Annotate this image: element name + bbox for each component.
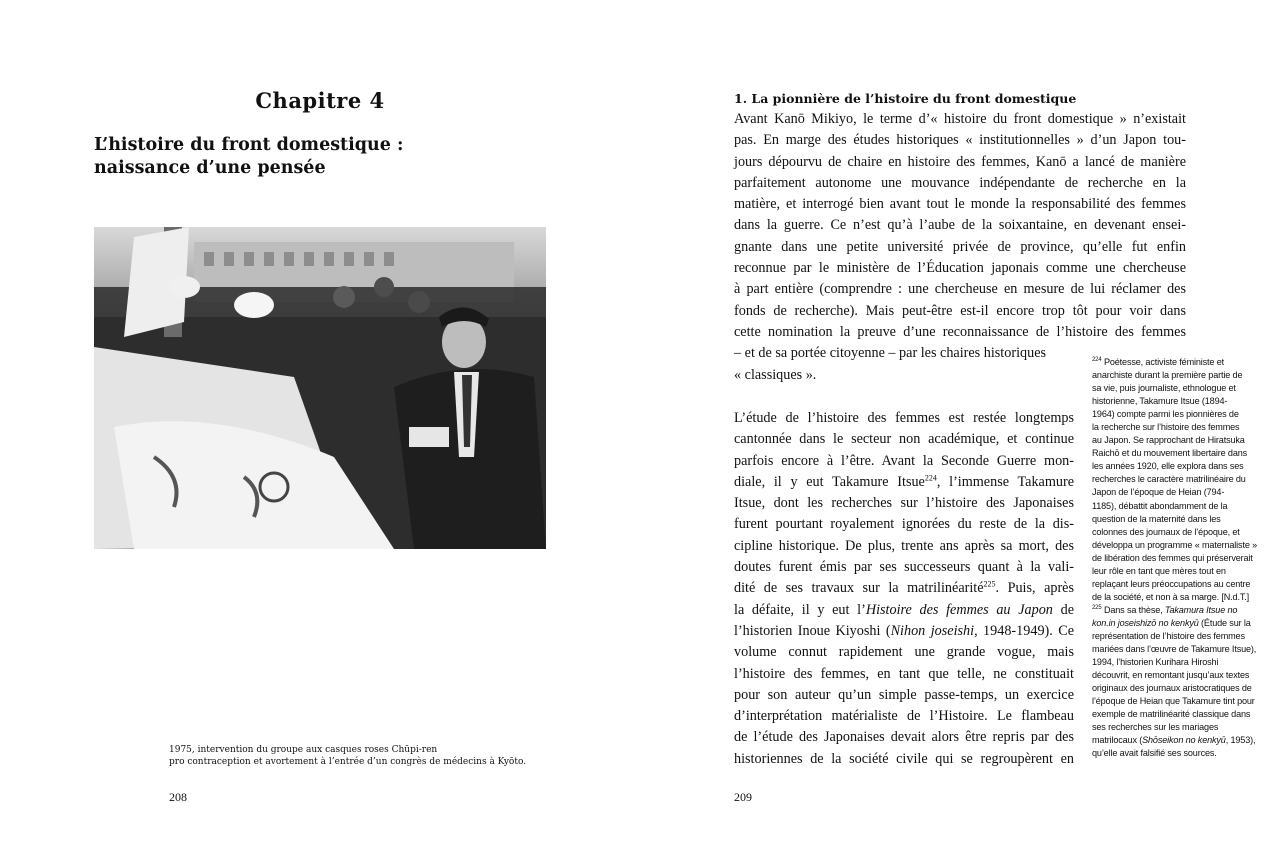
footnote-line: replaçant leurs préoccupations au centre <box>1092 578 1251 589</box>
chapter-title-line: naissance d’une pensée <box>94 158 326 178</box>
book-title: Shōseikon no kenkyū <box>1142 735 1226 746</box>
footnote-line: Japon de l’époque de Heian (794- <box>1092 487 1225 498</box>
footnote-line: 1994, l’historien Kurihara Hiroshi <box>1092 657 1219 668</box>
footnotes <box>1092 356 1258 760</box>
footnote-line <box>1092 356 1252 369</box>
text-line: « classiques ». <box>734 366 817 383</box>
chapter-title-line: L’histoire du front domestique : <box>94 135 404 155</box>
text-run: de <box>1052 601 1074 618</box>
footnote-line <box>1092 734 1256 747</box>
text-run: . Puis, après <box>995 580 1074 597</box>
book-title: Takamura Itsue no <box>1164 604 1238 615</box>
text-line: L’étude de l’histoire des femmes est restée longtemps <box>734 410 1074 426</box>
footnote-line: colonnes des journaux de l’époque, et <box>1092 526 1240 537</box>
text-run: matrilocaux ( <box>1092 735 1143 746</box>
book-title: Nihon joseishi <box>890 622 975 639</box>
text-line: l’histoire des femmes, en tant que telle, ne constituait <box>734 665 1074 682</box>
text-line: fonds de recherche). Mais peut-être est-il encore trop tôt pour voir dans <box>734 302 1186 319</box>
footnote-line: les années 1920, elle explora dans ses <box>1092 461 1244 472</box>
text-run: la défaite, il y eut l’ <box>734 601 866 618</box>
text-line: parfaitement autonome une mouvance indépendante de recherche en la <box>734 174 1186 191</box>
text-line: Itsue, dont les recherches sur l’histoire des Japonaises <box>734 495 1074 512</box>
text-line: – et de sa portée citoyenne – par les chaires historiques <box>734 345 1047 362</box>
text-line: de l’étude des Japonaises devait alors être repris par des <box>734 729 1074 746</box>
text-line: d’interprétation matérialiste de l’Histoire. Le flambeau <box>734 708 1074 725</box>
book-title: kon.in joseishizō no kenkyū <box>1092 617 1199 628</box>
text-line: Avant Kanō Mikiyo, le terme d’« histoire du front domestique » n’existait <box>734 111 1186 127</box>
text-line: cipline historique. De plus, trente ans après sa mort, des <box>734 537 1074 554</box>
footnote-line: Raichō et du mouvement libertaire dans <box>1092 448 1248 459</box>
footnote-line: représentation de l’histoire des femmes <box>1092 630 1245 641</box>
text-run: dité de ses travaux sur la matrilinéarité <box>734 580 984 597</box>
footnote-line: au Japon. Se rapprochant de Hiratsuka <box>1092 435 1245 446</box>
text-run: , l’immense Takamure <box>936 473 1074 490</box>
section-heading: 1. La pionnière de l’histoire du front domestique <box>734 91 1077 106</box>
footnote-line <box>1092 617 1252 630</box>
footnote-ref-224[interactable]: 224 <box>924 473 937 483</box>
text-line: dans la guerre. Ce n’est qu’à l’aube de la soixantaine, en devenant ensei- <box>734 217 1186 234</box>
footnote-number-225: 225 <box>1092 604 1102 611</box>
footnote-line: 1964) compte parmi les pionnières de <box>1092 409 1239 420</box>
text-run: l’historien Inoue Kiyoshi ( <box>734 622 891 639</box>
caption-line: 1975, intervention du groupe aux casques roses Chūpi-ren <box>169 745 438 755</box>
text-run: Dans sa thèse, <box>1101 604 1165 615</box>
text-line: matière, et interrogé bien avant tout le monde la responsabilité des femmes <box>734 196 1186 213</box>
text-line <box>734 578 1074 599</box>
footnote-line: 1185), débattit abondamment de la <box>1092 500 1228 511</box>
text-line: gnante dans une petite université privée de province, qu’elle fut enfin <box>734 238 1186 255</box>
text-line <box>734 600 1074 621</box>
footnote-line: exemple de matrilinéarité classique dans <box>1092 709 1251 720</box>
text-run: , 1953), <box>1225 735 1256 746</box>
right-page <box>640 0 1280 865</box>
text-line: cette nomination la preuve d’une reconnaissance de l’histoire des femmes <box>734 323 1186 340</box>
chapter-title <box>94 134 534 180</box>
text-line: pour son auteur qu’un simple passe-temps, un exercice <box>734 686 1074 703</box>
photo-caption <box>169 744 569 768</box>
page-number-left: 208 <box>169 790 187 804</box>
footnote-ref-225[interactable]: 225 <box>983 579 996 589</box>
chapter-label: Chapitre 4 <box>255 88 385 113</box>
footnote-line: anarchiste durant la première partie de <box>1092 370 1243 381</box>
footnote-line: mariées dans l’œuvre de Takamure Itsue), <box>1092 644 1257 655</box>
text-line: jours dépourvu de chaire en histoire des femmes, Kanō a lancé de manière <box>734 153 1186 170</box>
footnote-line: leur rôle en tant que mères tout en <box>1092 565 1226 576</box>
footnote-line: la recherche sur l’histoire des femmes <box>1092 422 1240 433</box>
footnote-line: originaux des journaux aristocratiques de <box>1092 683 1252 694</box>
text-line: furent pourtant royalement ignorées du reste de la dis- <box>734 516 1074 533</box>
text-line: historiennes de la société civile qui se regroupèrent en <box>734 750 1074 767</box>
footnote-line: de libération des femmes qui préserverait <box>1092 552 1253 563</box>
footnote-line: découvrit, en remontant jusqu’aux textes <box>1092 670 1250 681</box>
protest-photo <box>94 227 546 549</box>
text-line: parfois encore à l’être. Avant la Seconde Guerre mon- <box>734 452 1074 469</box>
footnote-line: question de la maternité dans les <box>1092 513 1221 524</box>
text-line: cantonnée dans le secteur non académique, et continue <box>734 431 1074 448</box>
footnote-line: développa un programme « maternaliste » <box>1092 539 1258 550</box>
text-run: diale, il y eut Takamure Itsue <box>734 473 925 490</box>
paragraph-1 <box>734 109 1186 386</box>
text-line <box>734 621 1074 642</box>
text-run: Poétesse, activiste féministe et <box>1101 357 1224 367</box>
caption-line: pro contraception et avortement à l’entrée d’un congrès de médecins à Kyōto. <box>169 757 527 767</box>
text-line: reconnue par le ministère de l’Éducation japonais comme une chercheuse <box>734 260 1186 277</box>
text-line: volume connut rapidement une grande vogue, mais <box>734 644 1074 661</box>
text-line: à part entière (comprendre : une chercheuse en mesure de lui réclamer des <box>734 281 1186 298</box>
text-run: , 1948-1949). Ce <box>974 622 1075 639</box>
page-number-right: 209 <box>734 790 752 804</box>
text-line <box>734 472 1074 493</box>
footnote-line: ses recherches sur les mariages <box>1092 722 1219 733</box>
paragraph-2 <box>734 408 1074 770</box>
text-line: pas. En marge des études historiques « institutionnelles » d’un Japon tou- <box>734 132 1186 149</box>
footnote-line: de la société, et non à sa marge. [N.d.T.] <box>1092 591 1249 602</box>
book-title: Histoire des femmes au Japon <box>865 601 1053 618</box>
footnote-line: recherches le caractère matrilinéaire du <box>1092 474 1246 485</box>
footnote-line: sa vie, puis journaliste, ethnologue et <box>1092 383 1236 394</box>
footnote-line: historienne, Takamure Itsue (1894- <box>1092 396 1228 407</box>
footnote-line <box>1092 604 1252 617</box>
text-run: (Étude sur la <box>1198 617 1251 628</box>
footnote-line: qu’elle avait falsifié ses sources. <box>1092 748 1217 759</box>
footnote-line: l’époque de Heian que Takamure tint pour <box>1092 696 1255 707</box>
footnote-number-224: 224 <box>1092 356 1102 363</box>
text-line: doutes furent émis par ses successeurs quant à la vali- <box>734 559 1074 576</box>
